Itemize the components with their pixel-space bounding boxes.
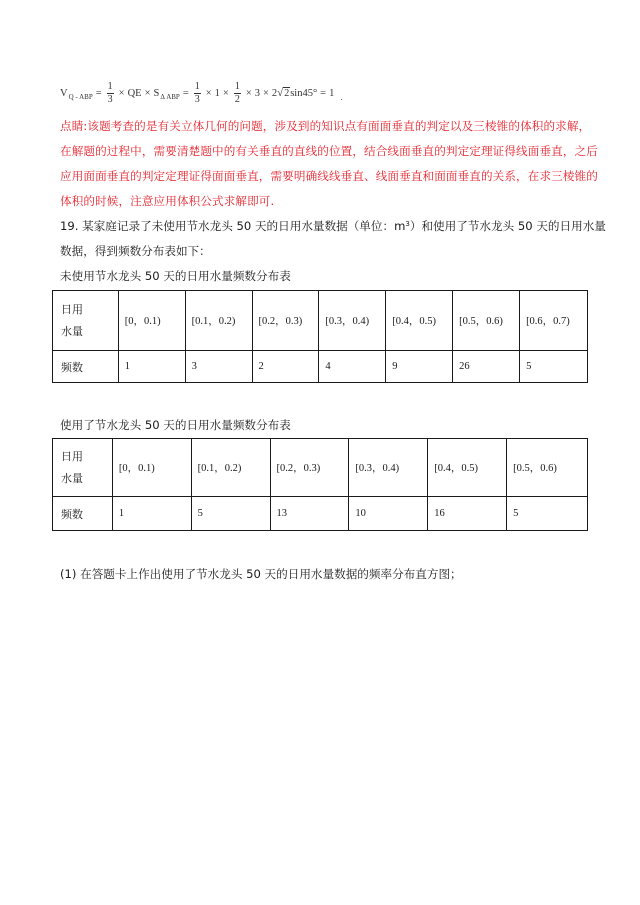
formula-equals: =	[95, 87, 102, 99]
table1-caption: 未使用节水龙头 50 天的日用水量频数分布表	[60, 269, 291, 283]
sqrt-two: √ 2	[277, 87, 290, 99]
table2-header-cell: 日用 水量	[53, 439, 113, 497]
frequency-table-used	[52, 438, 588, 531]
table1-count-row	[53, 351, 588, 383]
table2-count-label: 频数	[53, 497, 113, 531]
formula-s: S	[153, 87, 160, 99]
table1-interval: [0.1，0.2)	[185, 291, 252, 351]
table2-count: 5	[507, 497, 588, 531]
table1-count: 3	[185, 351, 252, 383]
table2-interval: [0.5，0.6)	[507, 439, 588, 497]
problem-line-1: 19. 某家庭记录了未使用节水龙头 50 天的日用水量数据（单位：$m^3$）和使用了节水龙头 50 天的日用水量	[60, 219, 606, 233]
formula-trailing-dot: .	[340, 92, 343, 102]
table1-interval: [0.2，0.3)	[252, 291, 319, 351]
formula-equals: =	[320, 87, 327, 99]
table2-interval: [0，0.1)	[112, 439, 191, 497]
question-1: (1) 在答题卡上作出使用了节水龙头 50 天的日用水量数据的频率分布直方图；	[60, 567, 462, 581]
table2-count: 13	[270, 497, 349, 531]
table1-count: 9	[386, 351, 453, 383]
table2-interval: [0.3，0.4)	[349, 439, 428, 497]
formula-s-subscript: Δ ABP	[160, 93, 180, 101]
table2-count: 5	[191, 497, 270, 531]
table1-count: 5	[520, 351, 588, 383]
table1-count: 4	[319, 351, 386, 383]
table2-caption: 使用了节水龙头 50 天的日用水量频数分布表	[60, 418, 291, 432]
comment-line-4: 体积的时候，注意应用体积公式求解即可.	[60, 194, 275, 208]
formula-qe: QE	[127, 87, 142, 99]
formula-times: ×	[205, 87, 212, 99]
table1-interval: [0.4，0.5)	[386, 291, 453, 351]
table2-interval: [0.2，0.3)	[270, 439, 349, 497]
table2-count: 1	[112, 497, 191, 531]
formula-times: ×	[245, 87, 252, 99]
table1-count: 26	[453, 351, 520, 383]
table1-interval: [0.6，0.7)	[520, 291, 588, 351]
table2-count-row	[53, 497, 588, 531]
table1-interval: [0，0.1)	[118, 291, 185, 351]
formula-three: 3	[254, 87, 260, 99]
table2-interval-row	[53, 439, 588, 497]
formula-times: ×	[222, 87, 229, 99]
table1-count: 1	[118, 351, 185, 383]
formula-v: V	[60, 87, 68, 99]
problem-line-2: 数据，得到频数分布表如下：	[60, 244, 211, 258]
formula-coefficient: 2	[271, 87, 278, 99]
comment-line-3: 应用面面垂直的判定定理证得面面垂直，需要明确线线垂直、线面垂直和面面垂直的关系，在求三棱锥的	[60, 169, 598, 183]
formula-v-subscript: Q - ABP	[68, 93, 93, 101]
formula-times: ×	[263, 87, 269, 99]
table1-count: 2	[252, 351, 319, 383]
radical-sign-icon: √	[277, 87, 284, 99]
table1-interval: [0.5，0.6)	[453, 291, 520, 351]
formula-one: 1	[214, 87, 220, 99]
table2-count: 16	[428, 497, 507, 531]
table1-interval-row	[53, 291, 588, 351]
formula-times: ×	[118, 87, 125, 99]
table2-interval: [0.1，0.2)	[191, 439, 270, 497]
fraction-one-third: $\frac{1}{3}$	[107, 80, 113, 105]
table2-count: 10	[349, 497, 428, 531]
frequency-table-unused	[52, 290, 588, 383]
table1-header-cell: 日用 水量	[53, 291, 119, 351]
comment-line-2: 在解题的过程中，需要清楚题中的有关垂直的直线的位置，结合线面垂直的判定定理证得线面垂直，之后	[60, 144, 598, 158]
formula-times: ×	[144, 87, 151, 99]
table1-interval: [0.3，0.4)	[319, 291, 386, 351]
table1-count-label: 频数	[53, 351, 119, 383]
table2-interval: [0.4，0.5)	[428, 439, 507, 497]
formula-result: 1	[329, 87, 335, 99]
volume-formula	[60, 78, 342, 108]
fraction-one-half: $\frac{1}{2}$	[234, 80, 240, 105]
fraction-one-third-2: $\frac{1}{3}$	[194, 80, 200, 105]
comment-line-1: 点睛:该题考查的是有关立体几何的问题，涉及到的知识点有面面垂直的判定以及三棱锥的体积的求解，	[60, 119, 591, 133]
formula-equals: =	[182, 87, 189, 99]
formula-sin: sin45°	[290, 87, 318, 99]
